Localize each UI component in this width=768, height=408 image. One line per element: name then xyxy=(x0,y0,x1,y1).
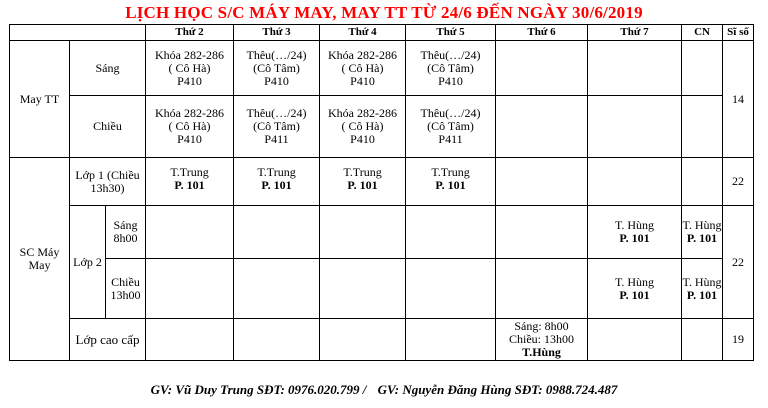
teacher: T.Trung xyxy=(170,165,209,179)
table-row xyxy=(10,259,754,319)
table-row xyxy=(10,206,754,259)
cell-thu5 xyxy=(406,259,496,319)
cell-thu5 xyxy=(406,41,496,96)
teacher: (Cô Tâm) xyxy=(427,60,474,75)
page-title: LỊCH HỌC S/C MÁY MAY, MAY TT TỪ 24/6 ĐẾN NGÀY 30/6/2019 xyxy=(125,3,643,22)
course-name: Thêu(…/24) xyxy=(246,106,307,120)
teacher: (Cô Tâm) xyxy=(427,119,474,133)
course-name: Thêu(…/24) xyxy=(246,47,307,62)
cell-thu4 xyxy=(320,319,406,361)
cell-cn xyxy=(682,158,723,206)
cell-thu7 xyxy=(588,158,682,206)
teacher: ( Cô Hà) xyxy=(341,119,384,133)
si-so-lop2: 22 xyxy=(723,206,754,319)
session-chieu: Chiều xyxy=(70,96,146,158)
header-thu3: Thứ 3 xyxy=(234,25,320,41)
course-name: Khóa 282-286 xyxy=(328,47,398,62)
session-sang-8h00: Sáng 8h00 xyxy=(106,206,146,259)
room: P410 xyxy=(350,73,375,88)
group-sc-may-may: SC Máy May xyxy=(10,158,70,361)
si-so-cao-cap: 19 xyxy=(723,319,754,361)
cell-thu2 xyxy=(146,319,234,361)
header-thu4: Thứ 4 xyxy=(320,25,406,41)
cell-thu2 xyxy=(146,206,234,259)
cell-thu2 xyxy=(146,96,234,158)
room: P410 xyxy=(177,73,202,88)
room: P. 101 xyxy=(619,287,650,302)
teacher: T. Hùng xyxy=(614,218,655,232)
teacher: (Cô Tâm) xyxy=(253,119,300,133)
cell-thu5 xyxy=(406,206,496,259)
header-corner xyxy=(10,25,146,41)
cell-thu6 xyxy=(496,96,588,158)
cell-thu3 xyxy=(234,41,320,96)
room: P. 101 xyxy=(686,287,718,302)
room: P410 xyxy=(264,73,289,88)
cell-cn xyxy=(682,259,723,319)
cell-thu5 xyxy=(406,158,496,206)
teacher: T.Hùng xyxy=(522,345,561,359)
cell-thu5 xyxy=(406,96,496,158)
teacher: T. Hùng xyxy=(682,218,722,232)
cell-thu3 xyxy=(234,96,320,158)
course-name: Khóa 282-286 xyxy=(328,106,398,120)
course-name: Thêu(…/24) xyxy=(420,47,481,62)
cell-thu6 xyxy=(496,41,588,96)
cell-thu6 xyxy=(496,206,588,259)
contact-gv-hung: GV: Nguyễn Đăng Hùng SĐT: 0988.724.487 xyxy=(377,382,618,397)
header-thu5: Thứ 5 xyxy=(406,25,496,41)
contact-gv-trung: GV: Vũ Duy Trung SĐT: 0976.020.799 / xyxy=(150,382,367,397)
cell-cn xyxy=(682,96,723,158)
class-lop1: Lớp 1 (Chiều 13h30) xyxy=(70,158,146,206)
cell-thu7 xyxy=(588,96,682,158)
cell-thu7 xyxy=(588,206,682,259)
table-row xyxy=(10,158,754,206)
cell-thu6 xyxy=(496,259,588,319)
cell-thu7 xyxy=(588,259,682,319)
table-row xyxy=(10,41,754,96)
teacher: T. Hùng xyxy=(682,274,722,289)
room: P410 xyxy=(350,132,375,146)
room: P. 101 xyxy=(435,178,466,192)
room: P411 xyxy=(438,132,463,146)
cell-thu7 xyxy=(588,319,682,361)
si-so-lop1: 22 xyxy=(723,158,754,206)
teacher: T. Hùng xyxy=(614,274,655,289)
course-name: Khóa 282-286 xyxy=(155,47,225,62)
footer-contacts xyxy=(0,382,768,398)
cell-thu5 xyxy=(406,319,496,361)
teacher: ( Cô Hà) xyxy=(168,60,211,75)
teacher: T.Trung xyxy=(257,165,296,179)
cell-thu6 xyxy=(496,158,588,206)
time-chieu: Chiều: 13h00 xyxy=(509,332,575,346)
room: P411 xyxy=(264,132,289,146)
teacher: T.Trung xyxy=(431,165,470,179)
room: P. 101 xyxy=(347,178,378,192)
cell-thu7 xyxy=(588,41,682,96)
cell-thu3 xyxy=(234,259,320,319)
cell-thu4 xyxy=(320,206,406,259)
cell-cn xyxy=(682,41,723,96)
table-row xyxy=(10,319,754,361)
group-may-tt: May TT xyxy=(10,41,70,158)
header-thu2: Thứ 2 xyxy=(146,25,234,41)
class-cao-cap: Lớp cao cấp xyxy=(70,319,146,361)
room: P410 xyxy=(177,132,202,146)
session-chieu-13h00: Chiều 13h00 xyxy=(106,259,146,319)
cell-thu6 xyxy=(496,319,588,361)
cell-thu2 xyxy=(146,41,234,96)
cell-thu4 xyxy=(320,259,406,319)
room: P. 101 xyxy=(686,231,718,245)
header-row xyxy=(10,25,754,41)
cell-cn xyxy=(682,319,723,361)
header-thu7: Thứ 7 xyxy=(588,25,682,41)
room: P. 101 xyxy=(619,231,650,245)
course-name: Thêu(…/24) xyxy=(420,106,481,120)
time-sang: Sáng: 8h00 xyxy=(514,319,569,333)
cell-thu4 xyxy=(320,41,406,96)
cell-thu3 xyxy=(234,158,320,206)
teacher: ( Cô Hà) xyxy=(341,60,384,75)
session-sang: Sáng xyxy=(70,41,146,96)
teacher: T.Trung xyxy=(343,165,382,179)
schedule-table xyxy=(9,24,754,361)
teacher: (Cô Tâm) xyxy=(253,60,300,75)
room: P. 101 xyxy=(261,178,292,192)
cell-thu3 xyxy=(234,319,320,361)
room: P. 101 xyxy=(174,178,205,192)
room: P410 xyxy=(438,73,463,88)
header-cn: CN xyxy=(682,25,723,41)
teacher: ( Cô Hà) xyxy=(168,119,211,133)
table-row xyxy=(10,96,754,158)
cell-thu4 xyxy=(320,158,406,206)
course-name: Khóa 282-286 xyxy=(155,106,225,120)
cell-thu2 xyxy=(146,259,234,319)
class-lop2: Lớp 2 xyxy=(70,206,106,319)
si-so-may-tt: 14 xyxy=(723,41,754,158)
header-thu6: Thứ 6 xyxy=(496,25,588,41)
cell-cn xyxy=(682,206,723,259)
cell-thu3 xyxy=(234,206,320,259)
cell-thu4 xyxy=(320,96,406,158)
cell-thu2 xyxy=(146,158,234,206)
header-si-so: Sĩ số xyxy=(723,25,754,41)
